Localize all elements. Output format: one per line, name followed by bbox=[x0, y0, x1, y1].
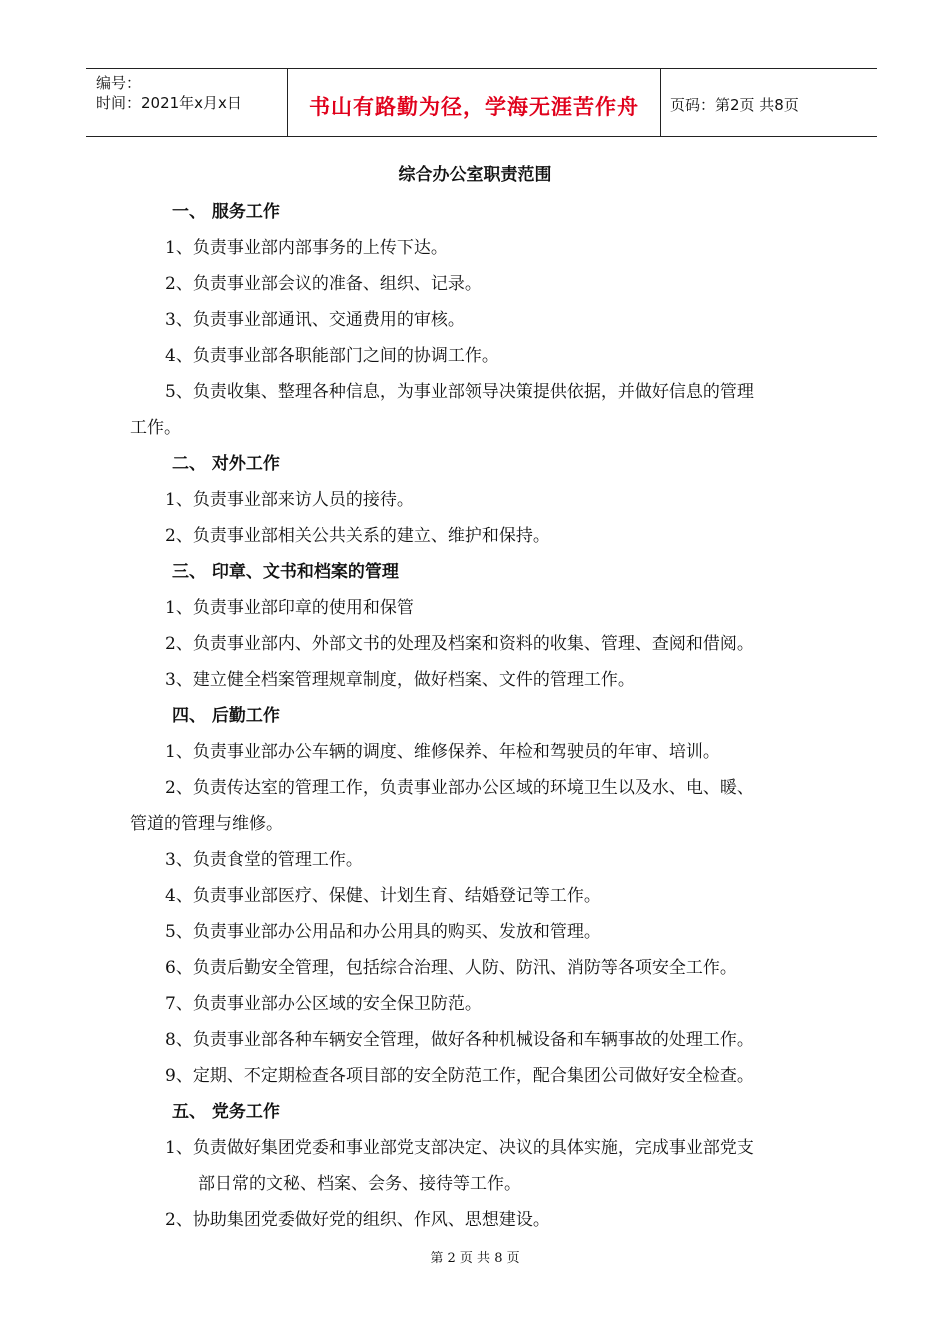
list-item: 1、负责事业部内部事务的上传下达。 bbox=[165, 238, 448, 258]
document-number-label: 编号： bbox=[96, 74, 142, 92]
page-header bbox=[86, 68, 877, 137]
list-item: 7、负责事业部办公区域的安全保卫防范。 bbox=[165, 994, 482, 1014]
list-item: 4、负责事业部各职能部门之间的协调工作。 bbox=[165, 346, 499, 366]
list-item: 2、负责事业部相关公共关系的建立、维护和保持。 bbox=[165, 526, 550, 546]
section-heading: 四、 后勤工作 bbox=[172, 706, 280, 726]
list-item: 1、负责事业部印章的使用和保管 bbox=[165, 598, 414, 618]
header-page-label: 页码：第2页 共8页 bbox=[670, 96, 799, 114]
header-motto: 书山有路勤为径，学海无涯苦作舟 bbox=[309, 95, 639, 119]
list-item: 2、负责事业部内、外部文书的处理及档案和资料的收集、管理、查阅和借阅。 bbox=[165, 634, 754, 654]
list-item-continuation: 工作。 bbox=[130, 418, 181, 438]
list-item: 5、负责事业部办公用品和办公用具的购买、发放和管理。 bbox=[165, 922, 601, 942]
list-item: 5、负责收集、整理各种信息，为事业部领导决策提供依据，并做好信息的管理 bbox=[165, 382, 754, 402]
document-time-label: 时间：2021年x月x日 bbox=[96, 94, 242, 112]
list-item: 6、负责后勤安全管理，包括综合治理、人防、防汛、消防等各项安全工作。 bbox=[165, 958, 737, 978]
page-title: 综合办公室职责范围 bbox=[398, 165, 552, 185]
list-item: 3、建立健全档案管理规章制度，做好档案、文件的管理工作。 bbox=[165, 670, 635, 690]
list-item: 4、负责事业部医疗、保健、计划生育、结婚登记等工作。 bbox=[165, 886, 601, 906]
page-footer: 第 2 页 共 8 页 bbox=[430, 1251, 520, 1266]
list-item: 3、负责食堂的管理工作。 bbox=[165, 850, 363, 870]
list-item: 3、负责事业部通讯、交通费用的审核。 bbox=[165, 310, 465, 330]
list-item-continuation: 部日常的文秘、档案、会务、接待等工作。 bbox=[198, 1174, 521, 1194]
list-item: 1、负责事业部办公车辆的调度、维修保养、年检和驾驶员的年审、培训。 bbox=[165, 742, 720, 762]
list-item: 8、负责事业部各种车辆安全管理，做好各种机械设备和车辆事故的处理工作。 bbox=[165, 1030, 754, 1050]
section-heading: 一、 服务工作 bbox=[172, 202, 280, 222]
list-item: 2、协助集团党委做好党的组织、作风、思想建设。 bbox=[165, 1210, 550, 1230]
section-heading: 二、 对外工作 bbox=[172, 454, 280, 474]
list-item-continuation: 管道的管理与维修。 bbox=[130, 814, 283, 834]
header-page-cell bbox=[660, 69, 877, 136]
list-item: 1、负责事业部来访人员的接待。 bbox=[165, 490, 414, 510]
section-heading: 五、 党务工作 bbox=[172, 1102, 280, 1122]
list-item: 2、负责传达室的管理工作，负责事业部办公区域的环境卫生以及水、电、暖、 bbox=[165, 778, 754, 798]
list-item: 9、定期、不定期检查各项目部的安全防范工作，配合集团公司做好安全检查。 bbox=[165, 1066, 754, 1086]
section-heading: 三、 印章、文书和档案的管理 bbox=[172, 562, 399, 582]
header-motto-cell bbox=[287, 69, 661, 136]
header-info-cell bbox=[86, 69, 287, 136]
list-item: 1、负责做好集团党委和事业部党支部决定、决议的具体实施，完成事业部党支 bbox=[165, 1138, 754, 1158]
list-item: 2、负责事业部会议的准备、组织、记录。 bbox=[165, 274, 482, 294]
